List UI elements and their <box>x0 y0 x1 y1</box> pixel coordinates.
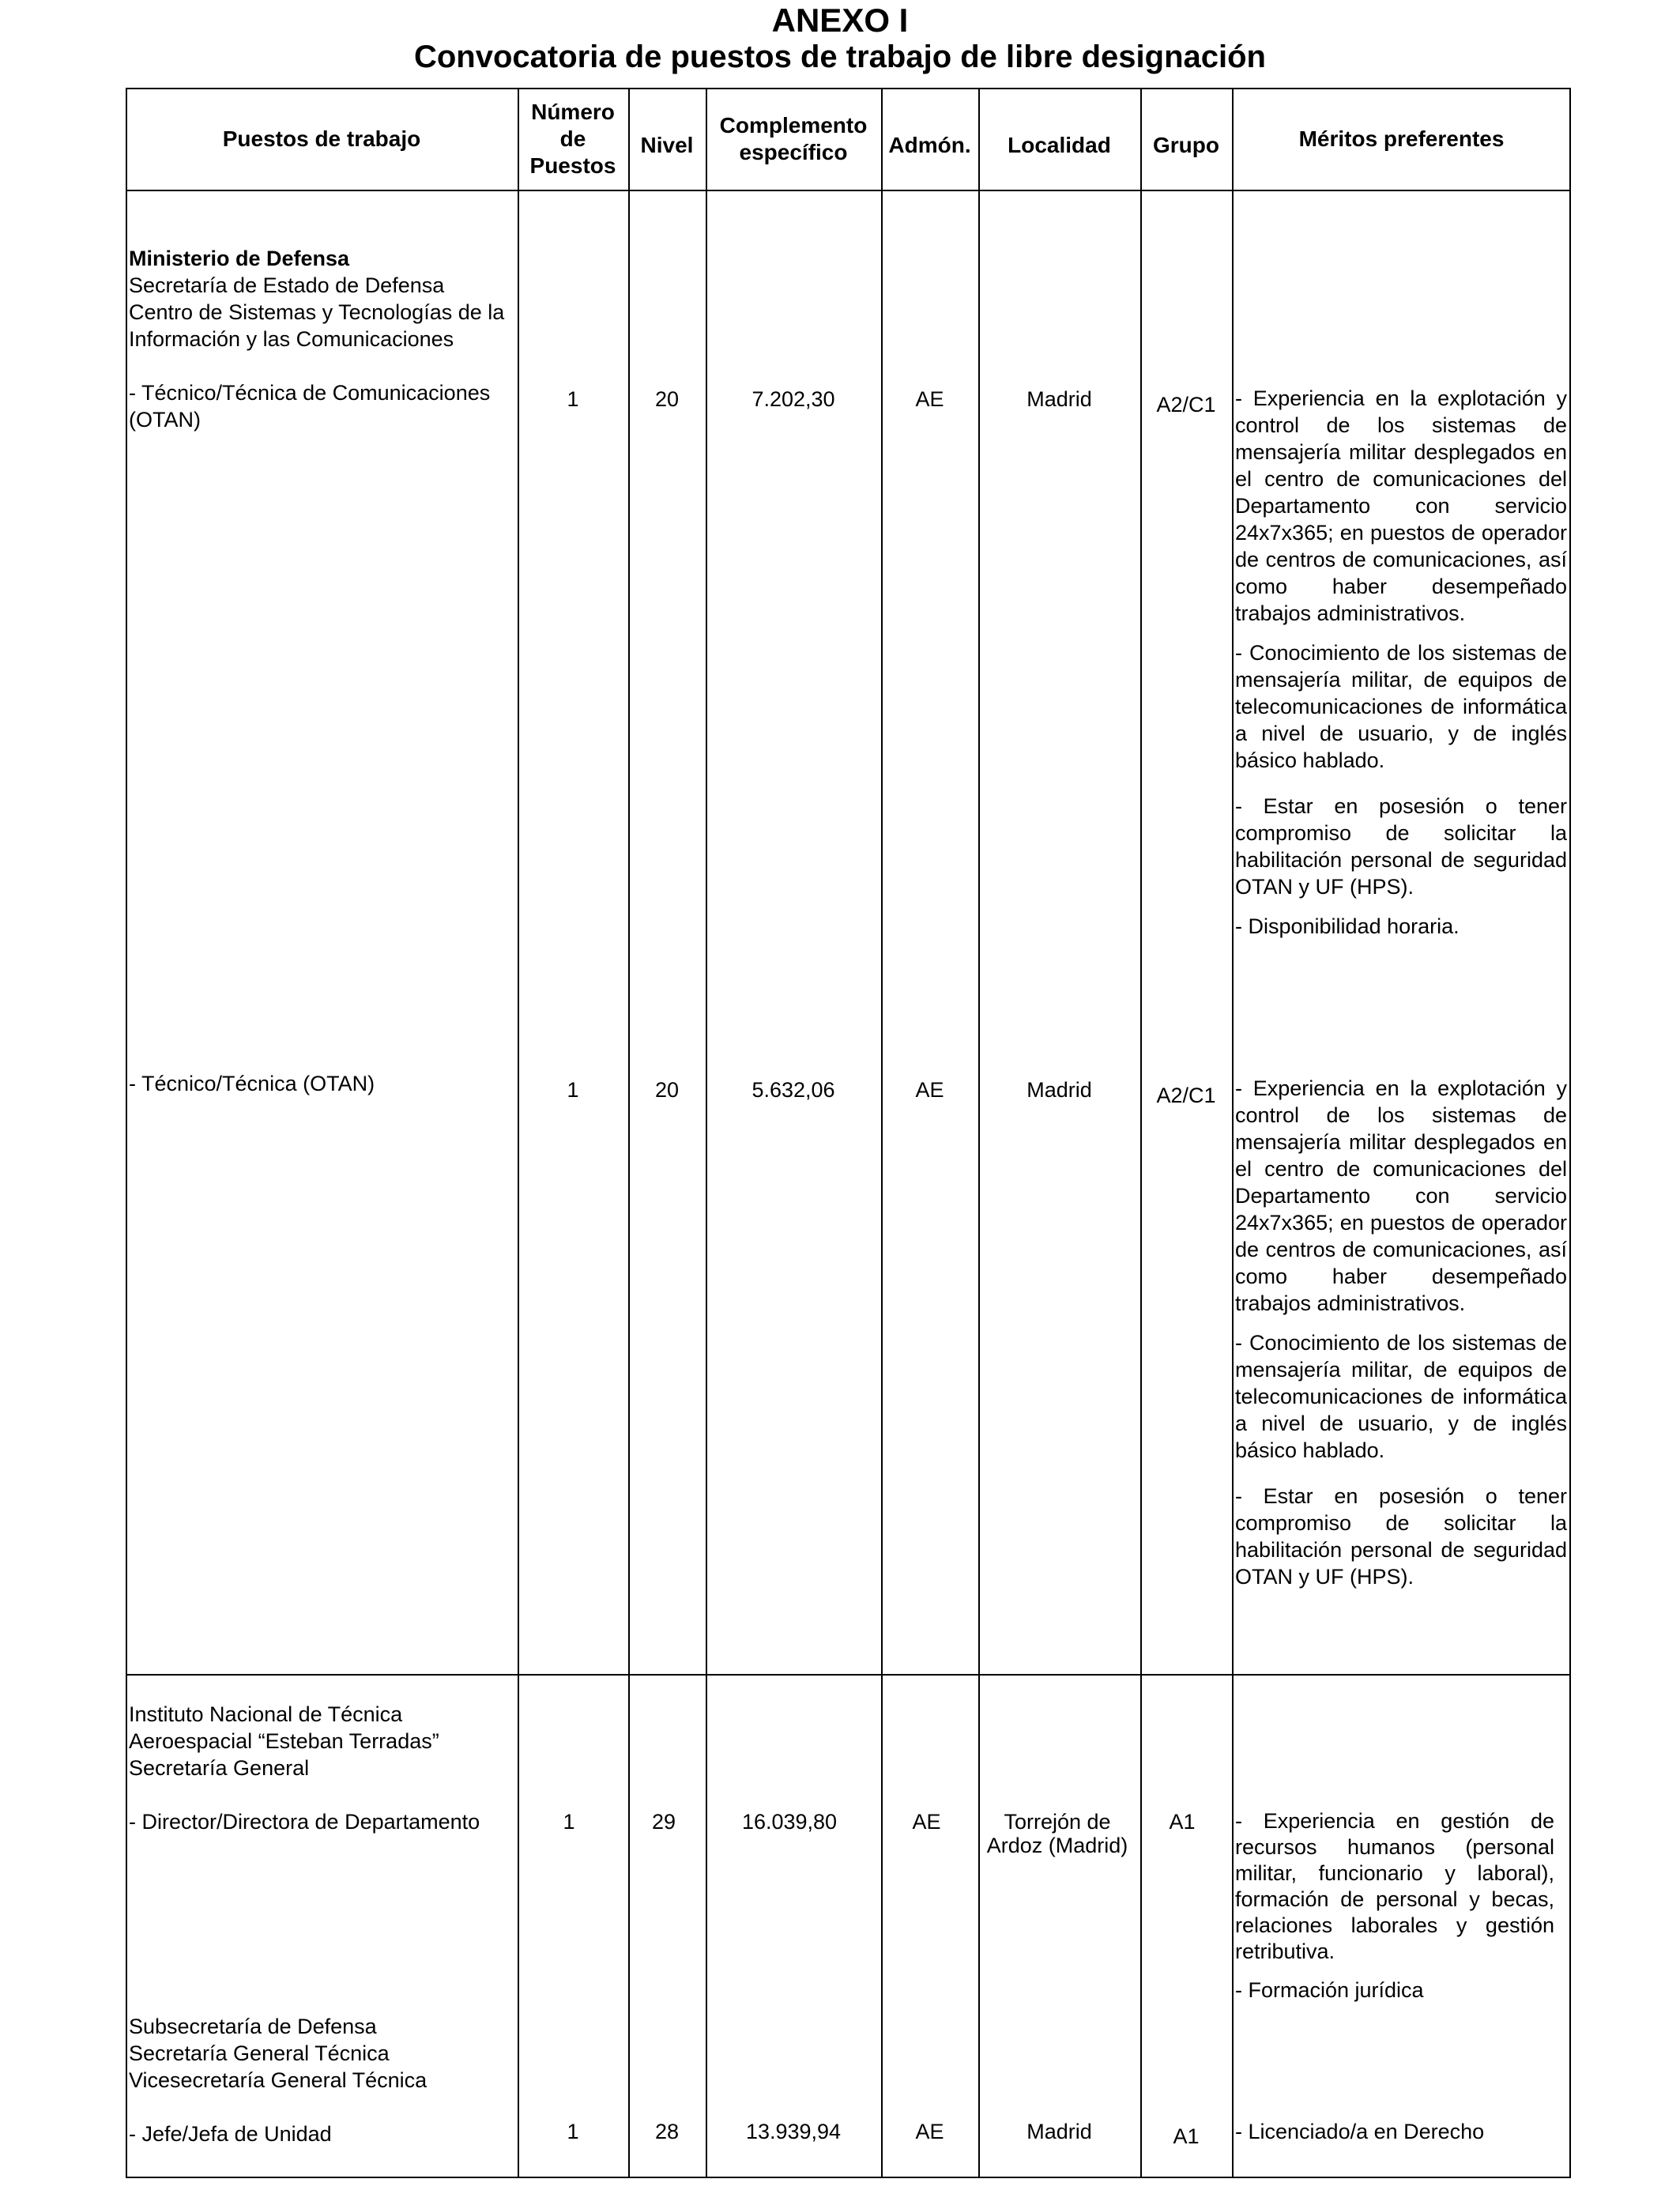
org-line: Centro de Sistemas y Tecnologías de la <box>129 300 505 324</box>
org-line: Secretaría General Técnica <box>129 2041 390 2065</box>
job-title-cont: (OTAN) <box>129 408 201 432</box>
header-numero-l1: Número <box>531 99 615 124</box>
section-divider <box>126 1674 1571 1676</box>
merit-item: - Experiencia en la explotación y control de los sistemas de mensajería militar desplegados en el centro de comunicaciones del Departamento con servicio 24x7x365; en puestos de operador de centros de comunicaciones, así como haber desempeñado trabajos administrativos. <box>1235 386 1567 625</box>
job-title: - Técnico/Técnica (OTAN) <box>129 1072 375 1095</box>
job-title: - Director/Directora de Departamento <box>129 1810 480 1834</box>
header-complemento-l1: Complemento <box>719 112 868 138</box>
job-grupo: A2/C1 <box>1156 393 1216 417</box>
job-nivel: 29 <box>651 1810 676 1834</box>
job-grupo: A1 <box>1173 2124 1200 2148</box>
job-nivel: 20 <box>654 387 680 411</box>
job-title: - Técnico/Técnica de Comunicaciones <box>129 381 491 405</box>
merit-item: - Estar en posesión o tener compromiso de solicitar la habilitación personal de seguridad OTAN y UF (HPS). <box>1235 1484 1567 1589</box>
header-puestos: Puestos de trabajo <box>222 126 421 151</box>
org-line: Subsecretaría de Defensa <box>129 2015 377 2038</box>
header-nivel: Nivel <box>640 133 694 157</box>
job-nivel: 28 <box>654 2120 680 2143</box>
job-localidad: Madrid <box>1026 387 1092 411</box>
header-admon: Admón. <box>888 133 971 157</box>
header-meritos: Méritos preferentes <box>1298 126 1505 151</box>
job-grupo: A2/C1 <box>1156 1084 1216 1107</box>
job-complemento: 5.632,06 <box>751 1078 835 1102</box>
job-numero: 1 <box>567 1078 579 1102</box>
job-numero: 1 <box>567 2120 579 2143</box>
merit-item: - Formación jurídica <box>1235 1978 1424 2002</box>
header-numero-l3: Puestos <box>529 153 616 178</box>
job-localidad: Madrid <box>1026 2120 1092 2143</box>
job-complemento: 16.039,80 <box>741 1810 838 1834</box>
merit-item: - Conocimiento de los sistemas de mensajería militar, de equipos de telecomunicaciones de informática a nivel de usuario, y de inglés básico hablado. <box>1235 641 1567 772</box>
merit-item: - Experiencia en la explotación y control de los sistemas de mensajería militar desplegados en el centro de comunicaciones del Departamento con servicio 24x7x365; en puestos de operador de centros de comunicaciones, así como haber desempeñado trabajos administrativos. <box>1235 1076 1567 1315</box>
job-localidad: Torrejón de <box>1004 1810 1111 1834</box>
job-localidad: Madrid <box>1026 1078 1092 1102</box>
job-numero: 1 <box>563 1810 575 1834</box>
org-line: Aeroespacial “Esteban Terradas” <box>129 1729 439 1753</box>
job-admon: AE <box>915 387 944 411</box>
merit-item: - Experiencia en gestión de recursos humanos (personal militar, funcionario y laboral), formación de personal y becas, relaciones laborales y gestión retributiva. <box>1235 1809 1554 1963</box>
job-title: - Jefe/Jefa de Unidad <box>129 2122 332 2146</box>
job-admon: AE <box>915 1078 944 1102</box>
merit-item: - Disponibilidad horaria. <box>1235 914 1460 938</box>
page-title: ANEXO I <box>771 2 909 39</box>
job-grupo: A1 <box>1169 1810 1196 1834</box>
col-divider <box>1232 88 1234 2178</box>
header-complemento <box>706 88 881 190</box>
job-complemento: 13.939,94 <box>745 2120 842 2143</box>
header-numero <box>518 88 628 190</box>
org-line: Información y las Comunicaciones <box>129 327 454 351</box>
job-meritos <box>1235 1808 1554 2004</box>
org-line: Vicesecretaría General Técnica <box>129 2068 428 2092</box>
job-admon: AE <box>912 1810 941 1834</box>
job-meritos <box>1235 385 1567 940</box>
merit-item: - Conocimiento de los sistemas de mensajería militar, de equipos de telecomunicaciones de informática a nivel de usuario, y de inglés básico hablado. <box>1235 1331 1567 1462</box>
org-line: Secretaría de Estado de Defensa <box>129 273 445 297</box>
header-localidad: Localidad <box>1008 133 1111 157</box>
job-complemento: 7.202,30 <box>751 387 835 411</box>
header-divider <box>126 190 1571 191</box>
merit-item: - Licenciado/a en Derecho <box>1235 2120 1485 2143</box>
job-admon: AE <box>915 2120 944 2143</box>
page-subtitle: Convocatoria de puestos de trabajo de libre designación <box>413 40 1266 74</box>
org-name: Ministerio de Defensa <box>129 247 350 270</box>
merit-item: - Estar en posesión o tener compromiso de solicitar la habilitación personal de seguridad OTAN y UF (HPS). <box>1235 794 1567 899</box>
header-numero-l2: de <box>559 126 586 151</box>
job-nivel: 20 <box>654 1078 680 1102</box>
job-meritos <box>1235 2118 1567 2145</box>
job-localidad-cont: Ardoz (Madrid) <box>986 1834 1128 1857</box>
org-line: Secretaría General <box>129 1756 310 1780</box>
header-complemento-l2: específico <box>739 139 848 164</box>
org-line: Instituto Nacional de Técnica <box>129 1702 403 1726</box>
header-grupo: Grupo <box>1153 133 1219 157</box>
job-meritos <box>1235 1075 1567 1590</box>
job-numero: 1 <box>567 387 579 411</box>
